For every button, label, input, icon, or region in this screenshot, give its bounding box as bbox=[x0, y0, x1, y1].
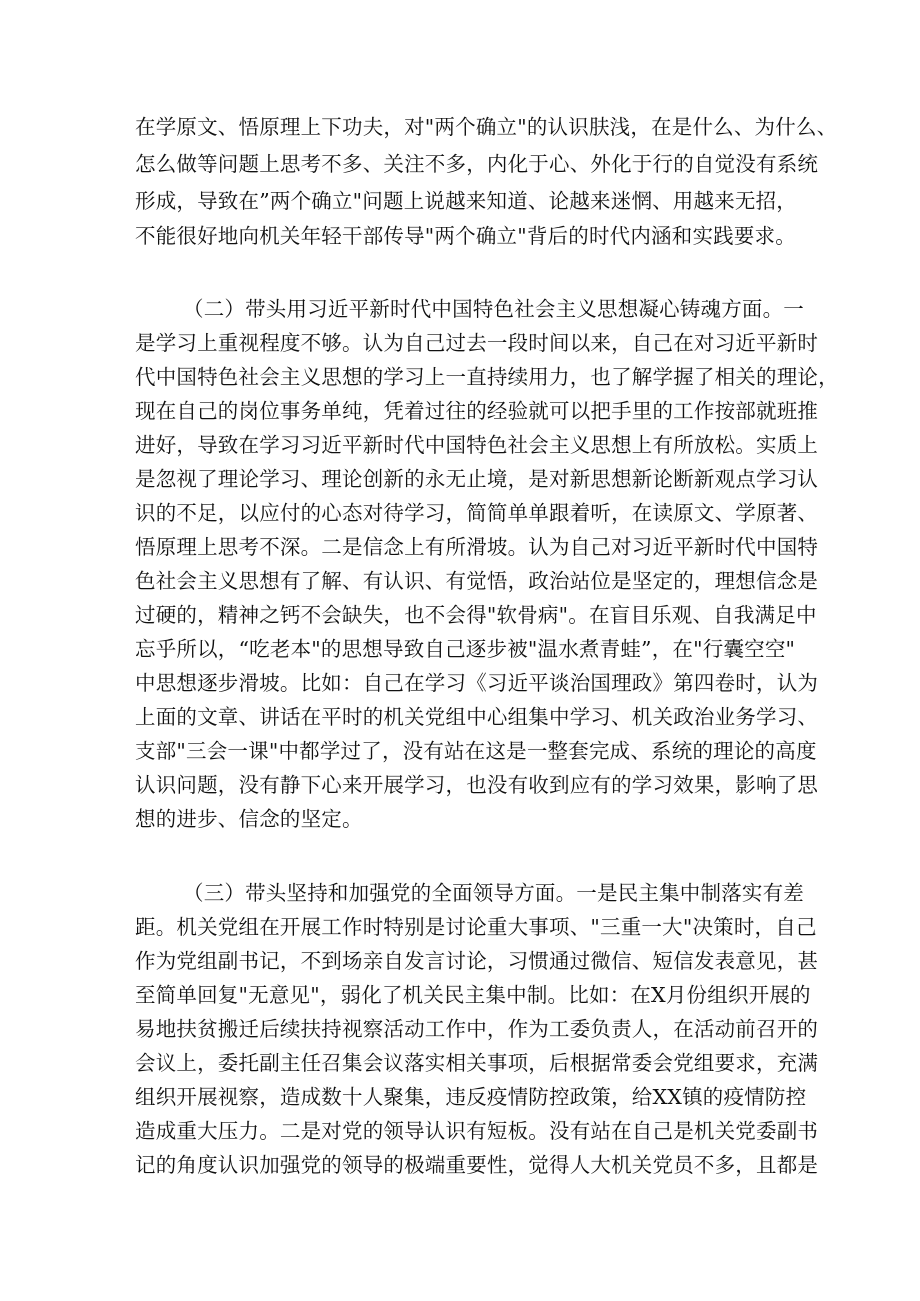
text-line: 怎么做等问题上思考不多、关注不多，内化于心、外化于行的自觉没有系统 bbox=[135, 152, 819, 176]
text-line: 支部"三会一课"中都学过了，没有站在这是一整套完成、系统的理论的高度 bbox=[135, 739, 817, 763]
text-line: 认识问题，没有静下心来开展学习，也没有收到应有的学习效果，影响了思 bbox=[135, 773, 819, 797]
text-line: 作为党组副书记，不到场亲自发言讨论，习惯通过微信、短信发表意见，甚 bbox=[135, 949, 819, 973]
text-line: 会议上，委托副主任召集会议落实相关事项，后根据常委会党组要求，充满 bbox=[135, 1051, 819, 1075]
text-line: （二）带头用习近平新时代中国特色社会主义思想凝心铸魂方面。一 bbox=[183, 297, 804, 321]
text-line: 现在自己的岗位事务单纯，凭着过往的经验就可以把手里的工作按部就班推 bbox=[135, 399, 819, 423]
text-line: 造成重大压力。二是对党的领导认识有短板。没有站在自己是机关党委副书 bbox=[135, 1119, 819, 1143]
text-line: 中思想逐步滑坡。比如：自己在学习《习近平谈治国理政》第四卷时，认为 bbox=[135, 671, 819, 695]
text-line: 不能很好地向机关年轻干部传导"两个确立"背后的时代内涵和实践要求。 bbox=[135, 224, 796, 248]
text-line: （三）带头坚持和加强党的全面领导方面。一是民主集中制落实有差 bbox=[183, 881, 804, 905]
text-line: 是学习上重视程度不够。认为自己过去一段时间以来，自己在对习近平新时 bbox=[135, 331, 819, 355]
text-line: 进好，导致在学习习近平新时代中国特色社会主义思想上有所放松。实质上 bbox=[135, 433, 819, 457]
text-line: 至简单回复"无意见"，弱化了机关民主集中制。比如：在X月份组织开展的 bbox=[135, 983, 811, 1007]
text-line: 是忽视了理论学习、理论创新的永无止境，是对新思想新论断新观点学习认 bbox=[135, 467, 819, 491]
text-line: 悟原理上思考不深。二是信念上有所滑坡。认为自己对习近平新时代中国特 bbox=[135, 535, 819, 559]
text-line: 色社会主义思想有了解、有认识、有觉悟，政治站位是坚定的，理想信念是 bbox=[135, 569, 819, 593]
text-line: 过硬的，精神之钙不会缺失，也不会得"软骨病"。在盲目乐观、自我满足中 bbox=[135, 603, 817, 627]
text-line: 忘乎所以，“吃老本"的思想导致自己逐步被"温水煮青蛙”，在"行囊空空" bbox=[135, 637, 796, 661]
text-line: 易地扶贫搬迁后续扶持视察活动工作中，作为工委负责人，在活动前召开的 bbox=[135, 1017, 819, 1041]
text-line: 在学原文、悟原理上下功夫，对"两个确立"的认识肤浅，在是什么、为什么、 bbox=[135, 115, 838, 139]
text-line: 记的角度认识加强党的领导的极端重要性，觉得人大机关党员不多，且都是 bbox=[135, 1153, 819, 1177]
text-line: 距。机关党组在开展工作时特别是讨论重大事项、"三重一大"决策时，自己 bbox=[135, 915, 817, 939]
text-line: 代中国特色社会主义思想的学习上一直持续用力，也了解学握了相关的理论， bbox=[135, 365, 839, 389]
text-line: 形成，导致在”两个确立"问题上说越来知道、论越来迷惘、用越来无招， bbox=[135, 189, 798, 213]
text-line: 上面的文章、讲话在平时的机关党组中心组集中学习、机关政治业务学习、 bbox=[135, 705, 819, 729]
text-line: 识的不足，以应付的心态对待学习，简简单单跟着听，在读原文、学原著、 bbox=[135, 501, 819, 525]
text-line: 想的进步、信念的坚定。 bbox=[135, 807, 363, 831]
text-line: 组织开展视察，造成数十人聚集，违反疫情防控政策，给XX镇的疫情防控 bbox=[135, 1085, 807, 1109]
